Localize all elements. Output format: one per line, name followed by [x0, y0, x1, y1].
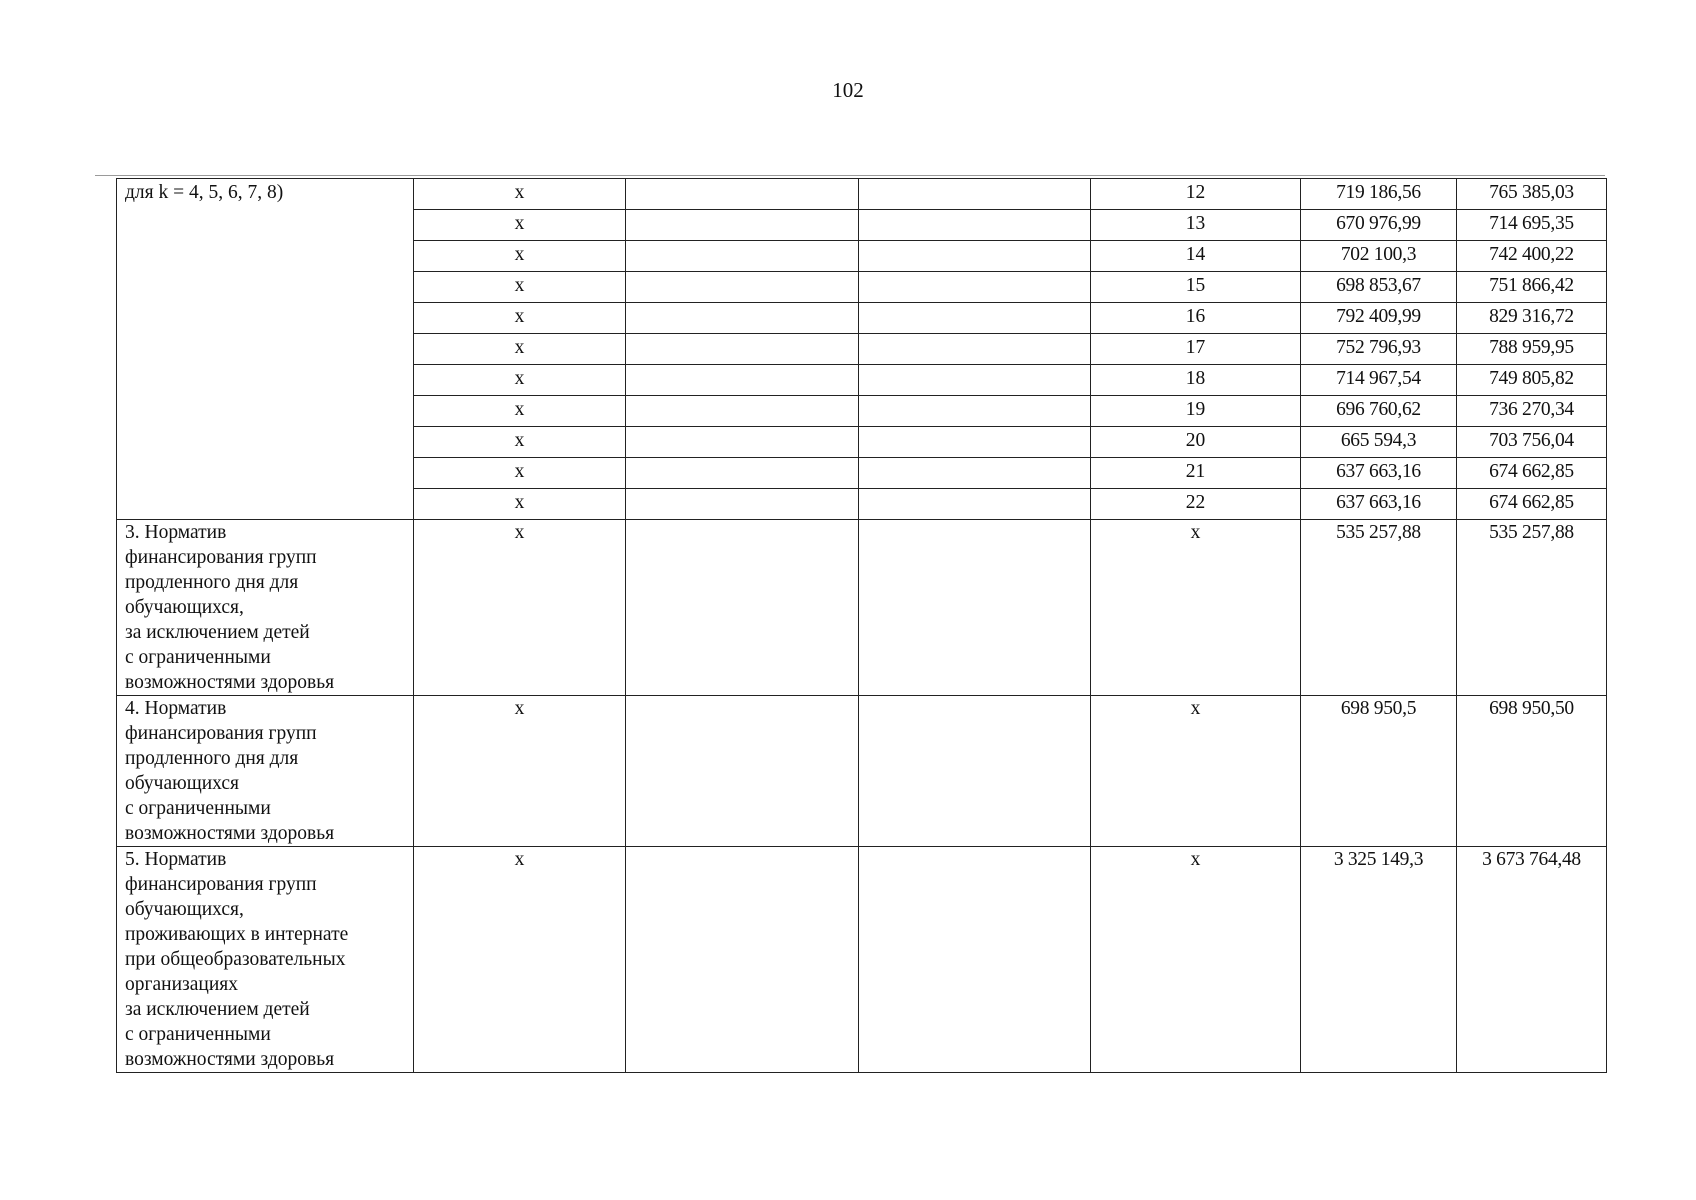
table-row — [117, 179, 1607, 210]
cell-col2: x — [414, 179, 626, 210]
cell-col3 — [626, 241, 859, 272]
cell-col3 — [626, 303, 859, 334]
cell-col2: x — [414, 520, 626, 696]
cell-col7: 829 316,72 — [1457, 303, 1607, 334]
cell-col2: x — [414, 847, 626, 1073]
top-rule — [95, 175, 1605, 176]
cell-col2: x — [414, 427, 626, 458]
cell-col5: 14 — [1091, 241, 1301, 272]
row-label — [117, 847, 414, 1073]
cell-col3 — [626, 365, 859, 396]
row-label-line: финансирования групп — [125, 723, 317, 744]
cell-col5: 12 — [1091, 179, 1301, 210]
row-label-line: за исключением детей — [125, 999, 310, 1020]
cell-col4 — [859, 489, 1091, 520]
cell-col4 — [859, 334, 1091, 365]
cell-col3 — [626, 427, 859, 458]
cell-col5: 17 — [1091, 334, 1301, 365]
cell-col6: 698 950,5 — [1301, 696, 1457, 847]
cell-col4 — [859, 365, 1091, 396]
cell-col5: 13 — [1091, 210, 1301, 241]
cell-col2: x — [414, 396, 626, 427]
cell-col4 — [859, 396, 1091, 427]
cell-col2: x — [414, 334, 626, 365]
cell-col6: 665 594,3 — [1301, 427, 1457, 458]
cell-col5: 15 — [1091, 272, 1301, 303]
row-label-line: возможностями здоровья — [125, 672, 335, 693]
row-label-line: 4. Норматив — [125, 698, 227, 719]
cell-col6: 535 257,88 — [1301, 520, 1457, 696]
table-body — [117, 179, 1607, 1073]
cell-col7: 788 959,95 — [1457, 334, 1607, 365]
cell-col2: x — [414, 210, 626, 241]
table-row — [117, 520, 1607, 696]
row-label-line: 5. Норматив — [125, 849, 227, 870]
cell-col5: 21 — [1091, 458, 1301, 489]
cell-col5: 18 — [1091, 365, 1301, 396]
cell-col6: 696 760,62 — [1301, 396, 1457, 427]
row-label: для k = 4, 5, 6, 7, 8) — [117, 179, 414, 520]
cell-col3 — [626, 696, 859, 847]
cell-col4 — [859, 179, 1091, 210]
cell-col3 — [626, 520, 859, 696]
cell-col7: 3 673 764,48 — [1457, 847, 1607, 1073]
cell-col7: 765 385,03 — [1457, 179, 1607, 210]
row-label — [117, 520, 414, 696]
cell-col4 — [859, 303, 1091, 334]
cell-col6: 714 967,54 — [1301, 365, 1457, 396]
cell-col3 — [626, 179, 859, 210]
row-label-line: с ограниченными — [125, 647, 271, 668]
cell-col3 — [626, 210, 859, 241]
cell-col5: 20 — [1091, 427, 1301, 458]
cell-col4 — [859, 241, 1091, 272]
row-label-line: обучающихся, — [125, 899, 244, 920]
cell-col3 — [626, 272, 859, 303]
row-label-line: обучающихся, — [125, 597, 244, 618]
cell-col7: 535 257,88 — [1457, 520, 1607, 696]
cell-col4 — [859, 427, 1091, 458]
cell-col4 — [859, 520, 1091, 696]
cell-col4 — [859, 272, 1091, 303]
cell-col5: 19 — [1091, 396, 1301, 427]
cell-col5: 22 — [1091, 489, 1301, 520]
cell-col2: x — [414, 241, 626, 272]
cell-col2: x — [414, 365, 626, 396]
row-label-line: возможностями здоровья — [125, 823, 335, 844]
cell-col3 — [626, 458, 859, 489]
cell-col7: 674 662,85 — [1457, 458, 1607, 489]
cell-col3 — [626, 489, 859, 520]
cell-col6: 698 853,67 — [1301, 272, 1457, 303]
row-label-line: финансирования групп — [125, 874, 317, 895]
cell-col3 — [626, 847, 859, 1073]
row-label-line: финансирования групп — [125, 547, 317, 568]
row-label-line: с ограниченными — [125, 798, 271, 819]
row-label-line: продленного дня для — [125, 572, 299, 593]
cell-col7: 742 400,22 — [1457, 241, 1607, 272]
cell-col7: 698 950,50 — [1457, 696, 1607, 847]
cell-col2: x — [414, 489, 626, 520]
cell-col6: 3 325 149,3 — [1301, 847, 1457, 1073]
cell-col4 — [859, 458, 1091, 489]
cell-col4 — [859, 696, 1091, 847]
cell-col5: x — [1091, 847, 1301, 1073]
cell-col5: x — [1091, 520, 1301, 696]
row-label-line: с ограниченными — [125, 1024, 271, 1045]
cell-col3 — [626, 396, 859, 427]
row-label-line: продленного дня для — [125, 748, 299, 769]
cell-col6: 752 796,93 — [1301, 334, 1457, 365]
cell-col6: 719 186,56 — [1301, 179, 1457, 210]
cell-col4 — [859, 210, 1091, 241]
cell-col6: 702 100,3 — [1301, 241, 1457, 272]
cell-col6: 637 663,16 — [1301, 489, 1457, 520]
row-label-line: за исключением детей — [125, 622, 310, 643]
row-label — [117, 696, 414, 847]
cell-col6: 792 409,99 — [1301, 303, 1457, 334]
row-label-line: возможностями здоровья — [125, 1049, 335, 1070]
row-label-line: при общеобразовательных — [125, 949, 346, 970]
cell-col7: 703 756,04 — [1457, 427, 1607, 458]
page-number: 102 — [832, 78, 864, 102]
cell-col6: 670 976,99 — [1301, 210, 1457, 241]
row-label-line: проживающих в интернате — [125, 924, 349, 945]
cell-col2: x — [414, 303, 626, 334]
cell-col5: x — [1091, 696, 1301, 847]
cell-col2: x — [414, 458, 626, 489]
cell-col3 — [626, 334, 859, 365]
cell-col5: 16 — [1091, 303, 1301, 334]
cell-col7: 751 866,42 — [1457, 272, 1607, 303]
row-label-line: обучающихся — [125, 773, 239, 794]
table-row — [117, 696, 1607, 847]
cell-col2: x — [414, 696, 626, 847]
cell-col7: 736 270,34 — [1457, 396, 1607, 427]
row-label-line: 3. Норматив — [125, 522, 227, 543]
norms-table — [116, 178, 1607, 1073]
cell-col7: 714 695,35 — [1457, 210, 1607, 241]
cell-col4 — [859, 847, 1091, 1073]
cell-col7: 749 805,82 — [1457, 365, 1607, 396]
cell-col6: 637 663,16 — [1301, 458, 1457, 489]
cell-col7: 674 662,85 — [1457, 489, 1607, 520]
cell-col2: x — [414, 272, 626, 303]
row-label-line: организациях — [125, 974, 238, 995]
table-row — [117, 847, 1607, 1073]
